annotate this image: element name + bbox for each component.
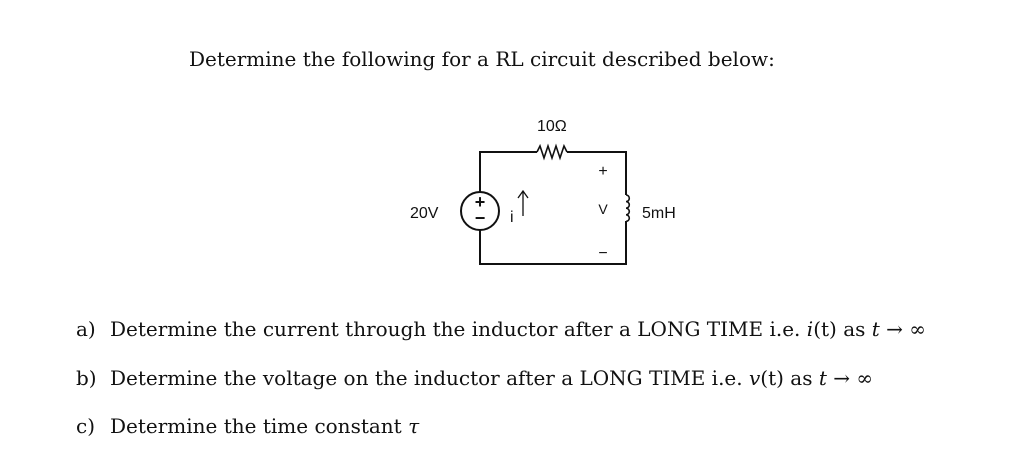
question-a: [76, 317, 926, 341]
question-b-function: v: [748, 366, 761, 390]
question-c: [76, 414, 419, 438]
question-c-label: c): [76, 414, 96, 438]
rl-circuit-diagram: [380, 100, 720, 280]
resistor-symbol: [537, 146, 567, 158]
top-right-wire: [567, 152, 626, 195]
inductor-symbol: [626, 195, 629, 221]
question-b-limit-variable: t: [818, 366, 827, 390]
question-a-argument: (t): [813, 317, 837, 341]
question-a-as: as: [836, 317, 872, 341]
current-label: i: [510, 209, 514, 226]
question-b-label: b): [76, 366, 97, 390]
question-a-limit-variable: t: [871, 317, 880, 341]
question-a-text: Determine the current through the inductor after a LONG TIME i.e.: [110, 317, 807, 341]
resistor-label: 10Ω: [537, 118, 567, 135]
question-c-text: Determine the time constant: [110, 414, 409, 438]
top-wire: [480, 152, 537, 192]
question-a-limit: → ∞: [879, 317, 926, 341]
problem-heading: Determine the following for a RL circuit described below:: [189, 47, 775, 71]
question-b-as: as: [783, 366, 819, 390]
question-b: [76, 366, 873, 390]
inductor-label: 5mH: [642, 205, 676, 222]
source-minus-sign: −: [474, 208, 486, 228]
question-a-function: i: [806, 317, 814, 341]
current-arrow: [518, 191, 528, 216]
source-plus-sign: +: [474, 192, 486, 212]
voltage-minus-sign: −: [598, 245, 608, 262]
voltage-label: V: [598, 201, 608, 217]
question-b-limit: → ∞: [826, 366, 874, 390]
question-b-argument: (t): [760, 366, 784, 390]
question-c-tau-symbol: τ: [408, 414, 420, 438]
question-a-label: a): [76, 317, 96, 341]
source-label: 20V: [410, 205, 439, 222]
voltage-plus-sign: +: [598, 163, 608, 180]
question-b-text: Determine the voltage on the inductor after a LONG TIME i.e.: [110, 366, 749, 390]
